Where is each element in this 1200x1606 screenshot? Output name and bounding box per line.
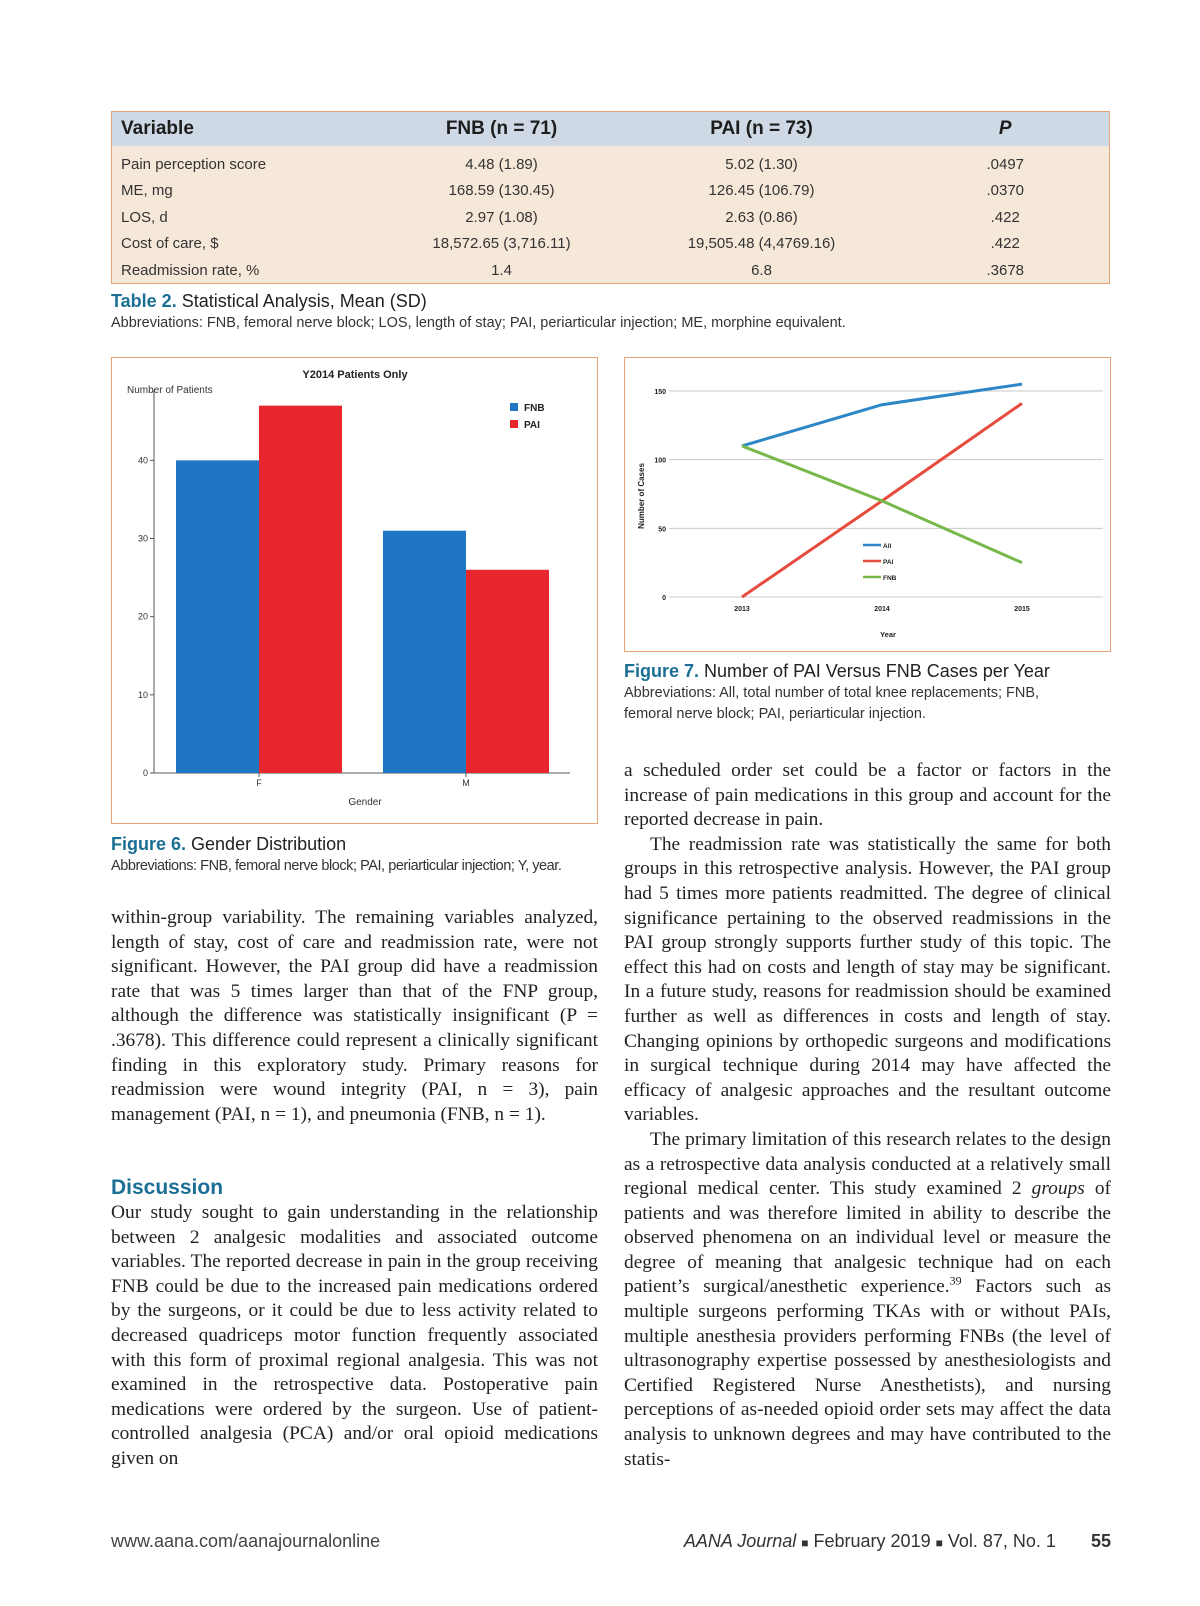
x-axis-label: Year (880, 630, 896, 639)
table-cell: Readmission rate, % (112, 257, 382, 284)
y-tick-label: 0 (142, 768, 148, 778)
paragraph: within-group variability. The remaining variables analyzed, length of stay, cost of care and readmission rate, were not significant. However, the PAI group did have a readmission rate that was 5 times larger than that of the FNP group, although the difference was statistically insignificant (P = .3678). This difference could represent a clinically significant finding in this exploratory study. Primary reasons for readmission were wound integrity (PAI, n = 3), pain management (PAI, n = 1), and pneumonia (FNB, n = 1). (111, 907, 598, 1125)
text-run: Factors such as multiple surgeons performing TKAs with or without PAIs, multiple anesthesia providers performing FNBs (the level of ultrasonography expertise possessed by anesthesiologists and Certified Registered Nurse Anesthetists), and nursing perceptions of as-needed opioid order sets may affect the data analysis to unknown degrees and may have contributed to the statis- (624, 1276, 1111, 1470)
chart-lines (742, 384, 1022, 597)
line-chart (625, 358, 1109, 650)
table-row (112, 257, 1110, 284)
legend-swatch-pai (510, 420, 518, 428)
table-cell: 6.8 (622, 257, 902, 284)
table-cell: 168.59 (130.45) (382, 178, 622, 205)
y-tick-label: 20 (137, 611, 148, 622)
table-row (112, 231, 1110, 258)
caption-label: Table 2. (111, 291, 177, 311)
table-2-abbreviations: Abbreviations: FNB, femoral nerve block; LOS, length of stay; PAI, periarticular injection; ME, morphine equivalent. (111, 315, 846, 331)
y-tick-label: 40 (137, 455, 148, 466)
caption-title: Number of PAI Versus FNB Cases per Year (704, 661, 1050, 681)
caption-title: Statistical Analysis, Mean (SD) (181, 291, 427, 311)
footer-date: February 2019 (813, 1531, 931, 1551)
bar-pai-f (259, 406, 342, 773)
legend-label-fnb: FNB (883, 575, 897, 582)
col-header-p: P (902, 112, 1110, 146)
x-tick-label: F (256, 778, 262, 788)
table-cell: 4.48 (1.89) (382, 146, 622, 178)
table-cell: .0497 (902, 146, 1110, 178)
footer-journal-info (684, 1531, 1111, 1552)
series-line-fnb (742, 446, 1022, 563)
figure-6-caption (111, 834, 346, 855)
table-row (112, 178, 1110, 205)
legend-label-pai: PAI (883, 559, 894, 566)
table-cell: .422 (902, 204, 1110, 231)
abbreviations-line: femoral nerve block; PAI, periarticular injection. (624, 706, 926, 722)
y-axis-label: Number of Patients (127, 385, 213, 396)
footer-url: www.aana.com/aanajournalonline (111, 1531, 381, 1551)
table-2-caption (111, 291, 427, 312)
series-line-all (742, 384, 1022, 446)
y-tick-label: 30 (137, 533, 148, 544)
text-run: The primary limitation of this research relates to the design as a retrospective data analysis conducted at a relatively small regional medical center. This study examined 2 (624, 1128, 1111, 1200)
legend-label-fnb: FNB (524, 403, 545, 414)
table-2 (111, 111, 1110, 284)
left-column-text-top (111, 906, 598, 1127)
right-column-text (624, 759, 1111, 1472)
caption-label: Figure 7. (624, 661, 700, 681)
footer-separator: ■ (935, 1536, 943, 1550)
table-cell: .3678 (902, 257, 1110, 284)
y-tick-label: 100 (654, 457, 666, 465)
text-run: of patients and was therefore limited in ability to describe the observed phenomena on an individual level or measure the degree of meaning that analgesic technique had on each patient’s surgical/anesthetic experience. (624, 1178, 1111, 1298)
x-tick-label: 2013 (734, 606, 750, 613)
paragraph: The readmission rate was statistically the same for both groups in this retrospective analysis. However, the PAI group had 5 times more patients readmitted. The degree of clinical significance pertaining to the observed readmissions in the PAI group strongly supports further study of this topic. The effect this had on costs and length of stay may be significant. In a future study, reasons for readmission should be examined further as well as differences in costs and length of stay. Changing opinions by orthopedic surgeons and modifications in surgical technique during 2014 may have affected the efficacy of analgesic approaches and the resultant outcome variables. (624, 833, 1111, 1126)
y-tick-label: 0 (662, 595, 666, 602)
chart-title: Y2014 Patients Only (302, 369, 408, 381)
table-row (112, 146, 1110, 178)
table-cell: 2.63 (0.86) (622, 204, 902, 231)
col-header-variable: Variable (112, 112, 382, 146)
figure-7-frame (624, 357, 1111, 652)
x-tick-label: 2015 (1014, 606, 1030, 613)
bar-chart (112, 358, 596, 822)
y-tick-label: 10 (137, 689, 148, 700)
table-cell: 2.97 (1.08) (382, 204, 622, 231)
chart-legend (510, 403, 545, 431)
col-header-fnb: FNB (n = 71) (382, 112, 622, 146)
caption-title: Gender Distribution (191, 834, 347, 854)
table-cell: 18,572.65 (3,716.11) (382, 231, 622, 258)
page-number: 55 (1090, 1531, 1111, 1551)
figure-6-frame (111, 357, 598, 824)
bar-fnb-m (383, 531, 466, 773)
legend-label-all: All (883, 543, 892, 550)
table-cell: 1.4 (382, 257, 622, 284)
footer-journal-name: AANA Journal (683, 1531, 797, 1551)
x-tick-label: M (462, 778, 470, 788)
col-header-pai: PAI (n = 73) (622, 112, 902, 146)
paragraph: Our study sought to gain understanding in the relationship between 2 analgesic modalities and associated outcome variables. The reported decrease in pain in the group receiving FNB could be due to the increased pain medications ordered by the surgeons, or it could be due to less activity related to decreased quadriceps motor function frequently associated with this form of proximal regional analgesia. This was not examined in the retrospective data. Postoperative pain medications were ordered by the surgeon. Use of patient-controlled analgesia (PCA) and/or oral opioid medications given on (111, 1202, 598, 1469)
y-tick-label: 50 (658, 526, 666, 534)
table-cell: 19,505.48 (4,4769.16) (622, 231, 902, 258)
table-cell: .0370 (902, 178, 1110, 205)
legend-swatch-fnb (510, 403, 518, 411)
left-column-text-bottom (111, 1201, 598, 1472)
citation-superscript: 39 (949, 1274, 962, 1288)
paragraph (624, 1128, 1111, 1472)
table-row (112, 204, 1110, 231)
bar-fnb-f (176, 460, 259, 773)
table-cell: Pain perception score (112, 146, 382, 178)
chart-bars (176, 406, 549, 773)
text-run-italic: groups (1031, 1178, 1085, 1200)
caption-label: Figure 6. (111, 834, 187, 854)
x-axis-label: Gender (348, 797, 382, 808)
paragraph: a scheduled order set could be a factor or factors in the increase of pain medications in this group and account for the reported decrease in pain. (624, 760, 1111, 831)
section-heading-discussion: Discussion (111, 1176, 224, 1199)
table-cell: 126.45 (106.79) (622, 178, 902, 205)
footer-volume: Vol. 87, No. 1 (947, 1531, 1056, 1551)
y-tick-label: 150 (654, 389, 666, 396)
footer-separator: ■ (801, 1536, 809, 1550)
legend-label-pai: PAI (524, 420, 540, 431)
table-cell: Cost of care, $ (112, 231, 382, 258)
table-cell: LOS, d (112, 204, 382, 231)
figure-7-caption (624, 661, 1050, 682)
bar-pai-m (466, 570, 549, 773)
table-cell: 5.02 (1.30) (622, 146, 902, 178)
figure-6-abbreviations: Abbreviations: FNB, femoral nerve block; PAI, periarticular injection; Y, year. (111, 858, 562, 874)
abbreviations-line: Abbreviations: All, total number of total knee replacements; FNB, (624, 685, 1040, 701)
chart-legend (863, 543, 897, 582)
figure-7-abbreviations (624, 683, 1114, 725)
y-axis-label: Number of Cases (637, 463, 646, 529)
x-tick-label: 2014 (874, 606, 890, 613)
table-header-row (112, 112, 1110, 146)
table-cell: ME, mg (112, 178, 382, 205)
table-cell: .422 (902, 231, 1110, 258)
